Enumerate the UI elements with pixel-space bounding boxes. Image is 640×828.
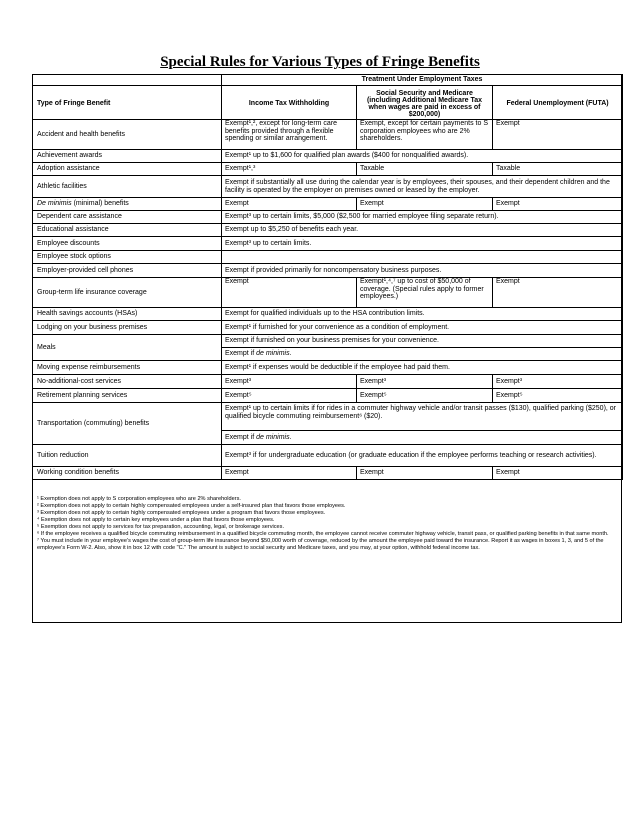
row-all: Exempt if provided primarily for noncompensatory business purposes.: [222, 264, 623, 278]
header-income-tax: Income Tax Withholding: [222, 86, 357, 120]
row-line1: Exempt if furnished on your business premises for your convenience.: [222, 335, 623, 348]
row-income: Exempt: [222, 198, 357, 211]
footnote: ³ Exemption does not apply to certain highly compensated employees under a program that favors those employees.: [37, 510, 326, 516]
row-ss: Exempt: [357, 467, 493, 480]
table-row: [33, 335, 623, 348]
table-row: [33, 150, 623, 163]
row-type: Lodging on your business premises: [33, 321, 222, 335]
row-type: Retirement planning services: [33, 389, 222, 403]
row-type: Tuition reduction: [33, 445, 222, 467]
row-income: Exempt: [222, 467, 357, 480]
row-type: Educational assistance: [33, 224, 222, 237]
row-income: Exempt³: [222, 375, 357, 389]
row-type: Moving expense reimbursements: [33, 361, 222, 375]
row-type: Employee stock options: [33, 251, 222, 264]
header-futa: Federal Unemployment (FUTA): [493, 86, 623, 120]
fringe-benefits-table: [32, 74, 623, 480]
table-header-row: [33, 86, 623, 120]
row-all: Exempt up to $5,250 of benefits each year.: [222, 224, 623, 237]
table-row: [33, 467, 623, 480]
row-all: Exempt³ up to certain limits.: [222, 237, 623, 251]
row-income: Exempt¹,², except for long-term care benefits provided through a flexible spending or similar arrangement.: [222, 120, 357, 150]
row-all: Exempt if substantially all use during the calendar year is by employees, their spouses, and their dependent children and the facility is operated by the employer on premises owned or leased by the employer.: [222, 176, 623, 198]
row-all: Exempt³ up to certain limits, $5,000 ($2,500 for married employee filing separate return).: [222, 211, 623, 224]
row-type: Accident and health benefits: [33, 120, 222, 150]
footnote: ⁷ You must include in your employee's wages the cost of group-term life insurance beyond $50,000 worth of coverage, reduced by the amount the employee paid toward the insurance. Report it as wages in boxes 1, 3, and 5 of the employee's Form W-2. Also, show it in box 12 with code "C." The amount is subject to social security and Medicare taxes, and you may, at your option, withhold federal income tax.: [37, 538, 604, 551]
row-type: Employer-provided cell phones: [33, 264, 222, 278]
row-type: De minimis (minimal) benefits: [33, 198, 222, 211]
row-line1: Exempt¹ up to certain limits if for rides in a commuter highway vehicle and/or transit passes ($130), qualified parking ($250), or qualified bicycle commuting reimbursement⁶ ($20).: [222, 403, 623, 431]
row-futa: Exempt³: [493, 375, 623, 389]
row-all: Exempt for qualified individuals up to the HSA contribution limits.: [222, 308, 623, 321]
table-row: [33, 445, 623, 467]
footnotes: [37, 496, 617, 552]
row-type: Dependent care assistance: [33, 211, 222, 224]
table-row: [33, 389, 623, 403]
row-type: Health savings accounts (HSAs): [33, 308, 222, 321]
row-all: Exempt¹ if expenses would be deductible if the employee had paid them.: [222, 361, 623, 375]
row-all: Exempt¹ up to $1,600 for qualified plan awards ($400 for nonqualified awards).: [222, 150, 623, 163]
row-type: No-additional-cost services: [33, 375, 222, 389]
row-line2: Exempt if de minimis.: [222, 431, 623, 445]
row-line2: Exempt if de minimis.: [222, 348, 623, 361]
row-type: Athletic facilities: [33, 176, 222, 198]
header-social-security: Social Security and Medicare (including Additional Medicare Tax when wages are paid in excess of $200,000): [357, 86, 493, 120]
row-futa: Exempt: [493, 120, 623, 150]
row-type: Achievement awards: [33, 150, 222, 163]
row-type: Meals: [33, 335, 222, 361]
table-row: [33, 211, 623, 224]
table-row: [33, 264, 623, 278]
page-title: Special Rules for Various Types of Fringe Benefits: [160, 54, 480, 70]
footnote: ⁶ If the employee receives a qualified bicycle commuting reimbursement in a qualified bicycle commuting month, the employee cannot receive commuter highway vehicle, transit pass, or qualified parking benefits in that same month.: [37, 531, 609, 537]
row-all: Exempt¹ if furnished for your convenience as a condition of employment.: [222, 321, 623, 335]
table-row: [33, 176, 623, 198]
row-ss: Exempt³: [357, 375, 493, 389]
table-row: [33, 308, 623, 321]
row-income: Exempt⁵: [222, 389, 357, 403]
row-type: Group-term life insurance coverage: [33, 278, 222, 308]
header-type: Type of Fringe Benefit: [33, 86, 222, 120]
row-all: Exempt³ if for undergraduate education (or graduate education if the employee performs teaching or research activities).: [222, 445, 623, 467]
row-futa: Exempt⁵: [493, 389, 623, 403]
footnote: ¹ Exemption does not apply to S corporation employees who are 2% shareholders.: [37, 496, 241, 502]
row-futa: Exempt: [493, 278, 623, 308]
footnote: ⁴ Exemption does not apply to certain key employees under a plan that favors those employees.: [37, 517, 275, 523]
table-row: [33, 251, 623, 264]
table-row: [33, 278, 623, 308]
table-row: [33, 321, 623, 335]
row-futa: Exempt: [493, 467, 623, 480]
row-income: Exempt¹,³: [222, 163, 357, 176]
footnote: ² Exemption does not apply to certain highly compensated employees under a self-insured plan that favors those employees.: [37, 503, 346, 509]
table-row: [33, 403, 623, 431]
table-row: [33, 163, 623, 176]
row-type: Transportation (commuting) benefits: [33, 403, 222, 445]
row-type: Employee discounts: [33, 237, 222, 251]
row-type: Adoption assistance: [33, 163, 222, 176]
row-futa: Taxable: [493, 163, 623, 176]
table-header-group-row: [33, 75, 623, 86]
row-income: Exempt: [222, 278, 357, 308]
table-row: [33, 120, 623, 150]
row-ss: Exempt: [357, 198, 493, 211]
footnote: ⁵ Exemption does not apply to services for tax preparation, accounting, legal, or brokerage services.: [37, 524, 285, 530]
header-group: Treatment Under Employment Taxes: [222, 75, 623, 86]
row-ss: Exempt⁵: [357, 389, 493, 403]
row-ss: Taxable: [357, 163, 493, 176]
table-row: [33, 224, 623, 237]
table-row: [33, 198, 623, 211]
row-type: Working condition benefits: [33, 467, 222, 480]
table-row: [33, 375, 623, 389]
row-ss: Exempt, except for certain payments to S corporation employees who are 2% shareholders.: [357, 120, 493, 150]
row-ss: Exempt¹,⁴,⁷ up to cost of $50,000 of coverage. (Special rules apply to former employees.): [357, 278, 493, 308]
table-row: [33, 361, 623, 375]
table-row: [33, 237, 623, 251]
row-all: [222, 251, 623, 264]
row-futa: Exempt: [493, 198, 623, 211]
